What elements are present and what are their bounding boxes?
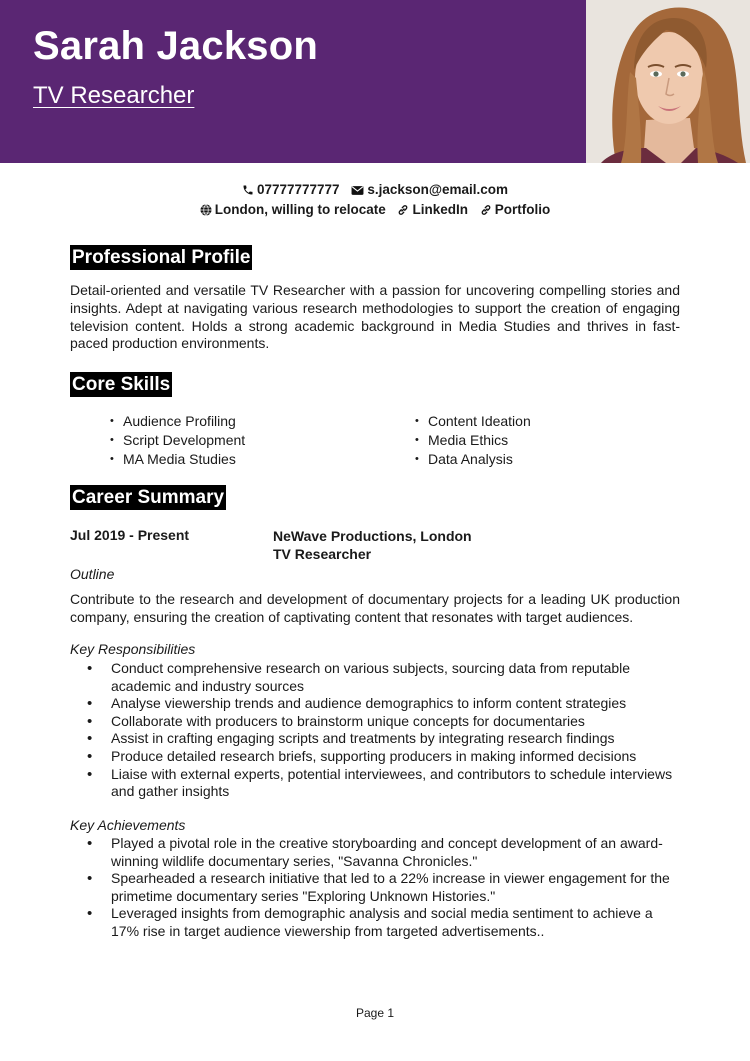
envelope-icon [351,185,364,196]
list-item: • Liaise with external experts, potential interviewees, and contributors to schedule interviews and gather insights [70,766,682,801]
contact-location: London, willing to relocate [200,202,390,217]
list-item: • Analyse viewership trends and audience demographics to inform content strategies [70,695,682,713]
list-item: • Produce detailed research briefs, supporting producers in making informed decisions [70,748,682,766]
list-item: • Assist in crafting engaging scripts and treatments by integrating research findings [70,730,682,748]
outline-text: Contribute to the research and development of documentary projects for a leading UK production company, ensuring the creation of captivating content that resonates with target audiences. [70,591,680,625]
responsibilities-list [70,660,682,801]
contact-email[interactable]: s.jackson@email.com [351,182,508,197]
phone-icon [242,184,254,196]
globe-icon [200,204,212,216]
job-company: NeWave Productions, London [273,528,472,544]
list-item: • Collaborate with producers to brainstorm unique concepts for documentaries [70,713,682,731]
portrait-image [586,0,750,163]
contact-bar [150,180,600,220]
list-item: • Spearheaded a research initiative that led to a 22% increase in viewer engagement for the primetime documentary series "Exploring Unknown Histories." [70,870,682,905]
candidate-name: Sarah Jackson [33,24,318,68]
responsibilities-label: Key Responsibilities [70,641,196,657]
skills-list-right [415,412,531,469]
achievements-list [70,835,682,941]
career-heading: Career Summary [72,487,225,508]
outline-label: Outline [70,566,115,582]
profile-photo [586,0,750,163]
link-icon [397,204,409,216]
list-item: • Audience Profiling [110,412,245,431]
list-item: • Conduct comprehensive research on various subjects, sourcing data from reputable academic and industry sources [70,660,682,695]
candidate-title: TV Researcher [33,82,195,109]
list-item: • Data Analysis [415,450,531,469]
list-item: • Played a pivotal role in the creative storyboarding and concept development of an award-winning wildlife documentary series, "Savanna Chronicles." [70,835,682,870]
job-role: TV Researcher [273,546,372,562]
contact-linkedin[interactable]: LinkedIn [397,202,471,217]
contact-phone: 07777777777 [242,182,343,197]
achievements-label: Key Achievements [70,817,186,833]
skills-heading: Core Skills [72,374,171,395]
list-item: • MA Media Studies [110,450,245,469]
list-item: • Media Ethics [415,431,531,450]
page-number: Page 1 [355,1006,395,1020]
header-banner [0,0,586,163]
contact-portfolio[interactable]: Portfolio [480,202,551,217]
skills-list-left [110,412,245,469]
profile-text: Detail-oriented and versatile TV Researcher with a passion for uncovering compelling stories and insights. Adept at navigating various research methodologies to support the creation of engaging television content. Holds a strong academic background in Media Studies and thrives in fast-paced production environments. [70,282,680,352]
list-item: • Content Ideation [415,412,531,431]
list-item: • Leveraged insights from demographic analysis and social media sentiment to achieve a 17% rise in target audience viewership from targeted advertisements.. [70,905,682,940]
job-dates: Jul 2019 - Present [70,527,190,543]
list-item: • Script Development [110,431,245,450]
profile-heading: Professional Profile [72,247,251,268]
job-employer [273,527,472,563]
link-icon [480,204,492,216]
